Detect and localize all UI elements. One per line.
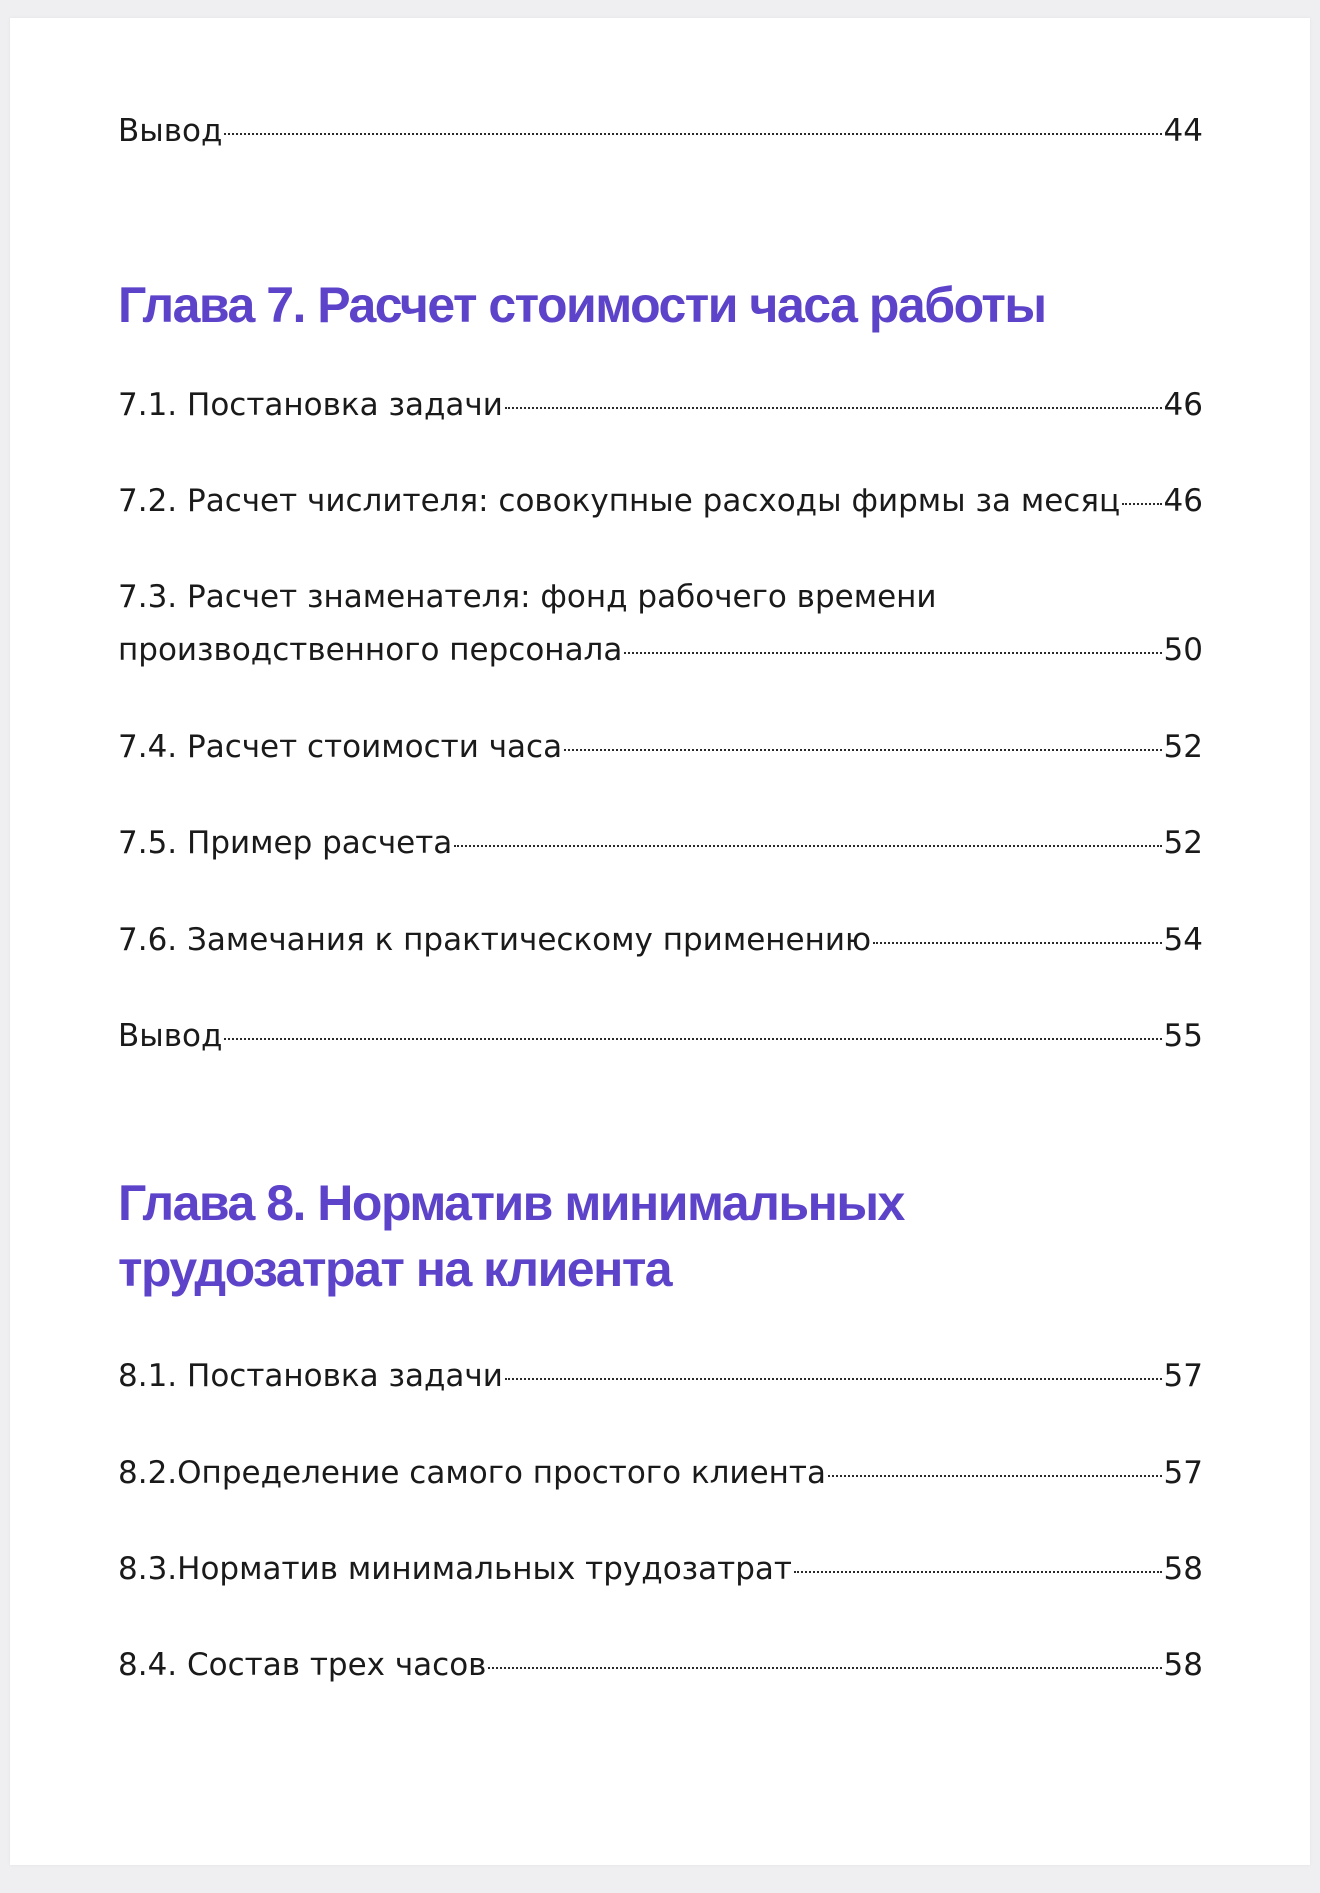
toc-entry-label: 7.4. Расчет стоимости часа bbox=[118, 729, 563, 765]
toc-entry[interactable] bbox=[118, 1017, 1203, 1056]
document-page bbox=[10, 18, 1310, 1865]
toc-entry-label: 7.5. Пример расчета bbox=[118, 825, 453, 861]
toc-entry-label: 8.1. Постановка задачи bbox=[118, 1358, 503, 1394]
toc-entry-label: 7.2. Расчет числителя: совокупные расходы фирмы за месяц bbox=[118, 483, 1121, 519]
toc-entry[interactable] bbox=[118, 482, 1203, 521]
toc-entry-page: 46 bbox=[1163, 483, 1203, 519]
dot-leader bbox=[488, 1667, 1161, 1669]
toc-entry-page: 58 bbox=[1163, 1551, 1203, 1587]
toc-entry[interactable] bbox=[118, 112, 1203, 151]
toc-entry-label: 7.1. Постановка задачи bbox=[118, 387, 503, 423]
toc-entry-label: 8.3.Норматив минимальных трудозатрат bbox=[118, 1551, 792, 1587]
dot-leader bbox=[224, 133, 1161, 135]
toc-entry-label: 8.2.Определение самого простого клиента bbox=[118, 1455, 826, 1491]
chapter-heading bbox=[118, 1170, 1203, 1302]
toc-entry-page: 54 bbox=[1163, 922, 1203, 958]
toc-entry-label: 7.3. Расчет знаменателя: фонд рабочего времени bbox=[118, 579, 937, 615]
dot-leader bbox=[873, 942, 1161, 944]
dot-leader bbox=[564, 749, 1161, 751]
toc-entry-page: 57 bbox=[1163, 1455, 1203, 1491]
toc-entry-page: 55 bbox=[1163, 1018, 1203, 1054]
toc-entry-page: 52 bbox=[1163, 729, 1203, 765]
dot-leader bbox=[224, 1038, 1161, 1040]
toc-entry-page: 58 bbox=[1163, 1647, 1203, 1683]
toc-entry[interactable] bbox=[118, 921, 1203, 960]
toc-entry[interactable] bbox=[118, 1646, 1203, 1685]
dot-leader bbox=[828, 1475, 1162, 1477]
toc-entry-label: 8.4. Состав трех часов bbox=[118, 1647, 487, 1683]
dot-leader bbox=[505, 1378, 1162, 1380]
toc-entry[interactable] bbox=[118, 386, 1203, 425]
toc-entry-label: Вывод bbox=[118, 113, 223, 149]
toc-entry[interactable] bbox=[118, 578, 1203, 670]
toc-entry[interactable] bbox=[118, 1550, 1203, 1589]
dot-leader bbox=[1122, 503, 1161, 505]
toc-entry-label: 7.6. Замечания к практическому применению bbox=[118, 922, 872, 958]
chapter-heading-line: трудозатрат на клиента bbox=[118, 1241, 672, 1297]
toc-entry[interactable] bbox=[118, 1454, 1203, 1493]
toc-entry-page: 46 bbox=[1163, 387, 1203, 423]
toc-entry-page: 50 bbox=[1163, 631, 1203, 668]
toc-entry-page: 44 bbox=[1163, 113, 1203, 149]
toc-entry[interactable] bbox=[118, 728, 1203, 767]
toc-entry-page: 52 bbox=[1163, 825, 1203, 861]
toc-entry[interactable] bbox=[118, 1357, 1203, 1396]
toc-entry-label-continued: производственного персонала bbox=[118, 631, 623, 668]
dot-leader bbox=[505, 407, 1162, 409]
dot-leader bbox=[624, 652, 1161, 654]
dot-leader bbox=[794, 1571, 1162, 1573]
dot-leader bbox=[454, 845, 1161, 847]
toc-entry-page: 57 bbox=[1163, 1358, 1203, 1394]
chapter-heading: Глава 7. Расчет стоимости часа работы bbox=[118, 277, 1046, 333]
chapter-heading-line: Глава 8. Норматив минимальных bbox=[118, 1175, 904, 1231]
toc-entry[interactable] bbox=[118, 824, 1203, 863]
toc-entry-label: Вывод bbox=[118, 1018, 223, 1054]
